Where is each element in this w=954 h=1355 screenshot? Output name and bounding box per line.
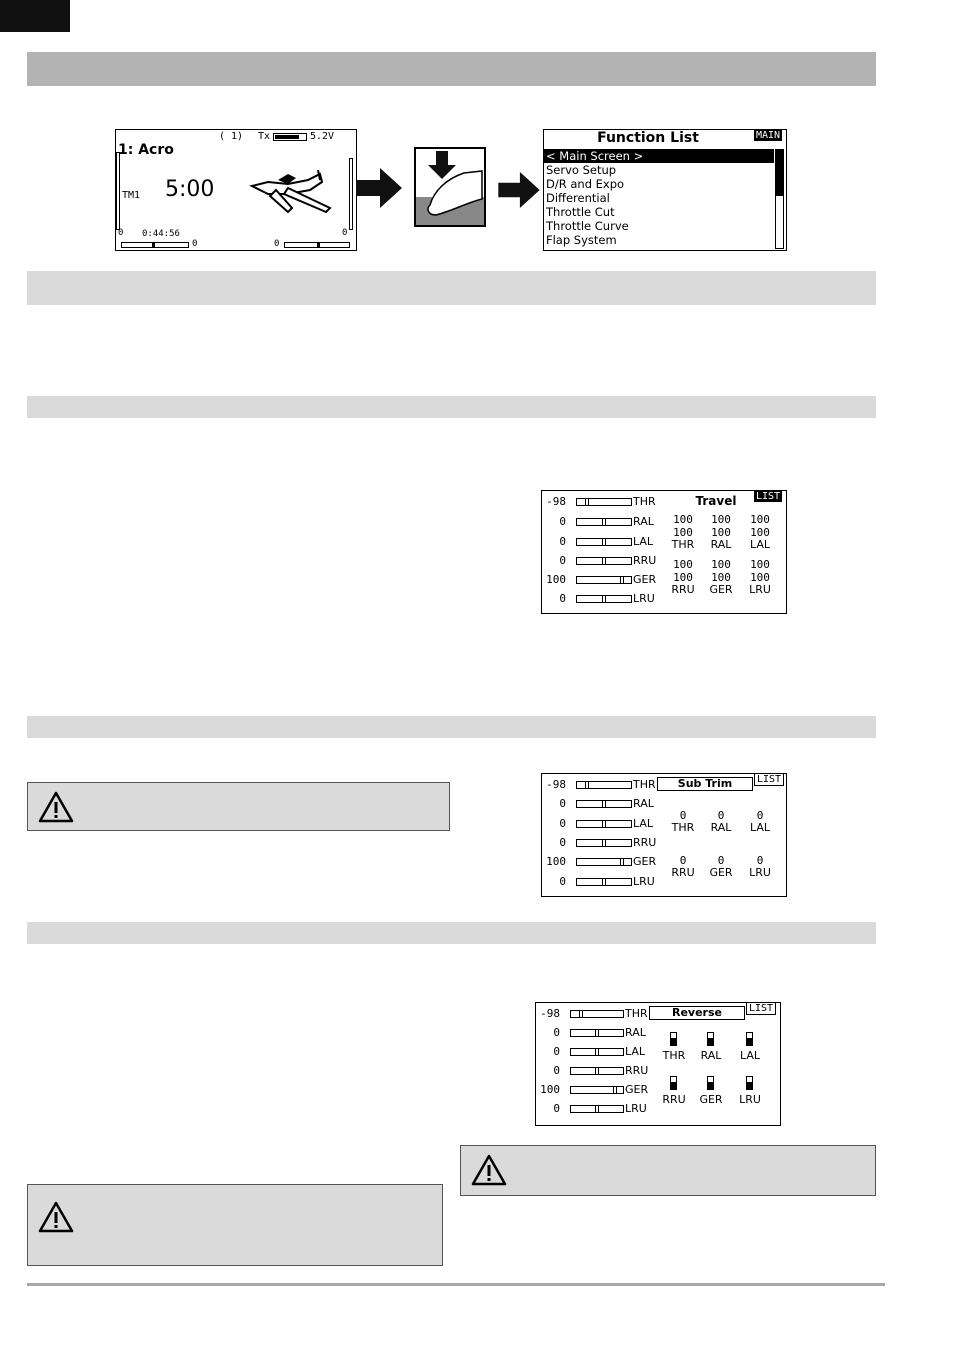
subtrim-channel-label: RAL — [710, 821, 732, 834]
reverse-switch-icon[interactable] — [746, 1032, 753, 1046]
status-paren: ( 1) — [219, 131, 244, 142]
channel-bar-thr — [576, 781, 632, 789]
page-corner-tab — [0, 0, 70, 32]
main-tag[interactable]: MAIN — [756, 130, 781, 141]
footer-divider — [27, 1283, 885, 1286]
subtrim-channel-label: GER — [709, 866, 733, 879]
right-trim-bar — [349, 158, 353, 230]
subtrim-value[interactable]: 0 — [756, 809, 764, 822]
travel-value[interactable]: 100 — [673, 526, 693, 539]
channel-bar-ger — [576, 858, 632, 866]
channel-value-lal: 0 — [553, 1045, 560, 1058]
channel-value-thr: -98 — [546, 495, 566, 508]
function-item-differential[interactable]: Differential — [546, 191, 610, 205]
list-tag[interactable]: LIST — [746, 1003, 776, 1015]
battery-icon — [273, 133, 307, 141]
section-bar-reverse — [27, 922, 876, 944]
subtrim-value[interactable]: 0 — [717, 854, 725, 867]
subtrim-channel-label: LRU — [749, 866, 771, 879]
channel-bar-lal — [576, 820, 632, 828]
channel-label-ger: GER — [633, 573, 657, 586]
travel-value[interactable]: 100 — [750, 558, 770, 571]
channel-bar-ral — [576, 518, 632, 526]
timer-label: TM1 — [122, 190, 141, 201]
subtrim-value[interactable]: 0 — [679, 809, 687, 822]
channel-label-lru: LRU — [625, 1102, 647, 1115]
channel-value-thr: -98 — [540, 1007, 560, 1020]
channel-label-ral: RAL — [633, 515, 654, 528]
scrollbar[interactable] — [775, 149, 784, 249]
scroll-wheel-press-illustration — [414, 147, 486, 227]
channel-label-ral: RAL — [625, 1026, 646, 1039]
channel-bar-lru — [576, 595, 632, 603]
channel-bar-rru — [570, 1067, 624, 1075]
channel-bar-thr — [576, 498, 632, 506]
voltage: 5.2V — [310, 131, 335, 142]
warning-icon — [38, 791, 74, 823]
function-item-flap-system[interactable]: Flap System — [546, 233, 617, 247]
reverse-caution-box-left — [27, 1184, 443, 1266]
function-list-lcd — [543, 129, 787, 251]
trim-left-value: 0 — [118, 228, 124, 238]
channel-label-thr: THR — [625, 1007, 648, 1020]
channel-value-ger: 100 — [546, 855, 566, 868]
channel-value-lru: 0 — [559, 592, 566, 605]
bottom-trim-left — [121, 242, 189, 248]
warning-icon — [38, 1201, 74, 1233]
travel-value[interactable]: 100 — [711, 526, 731, 539]
channel-value-rru: 0 — [559, 554, 566, 567]
function-item-main-screen[interactable]: < Main Screen > — [546, 149, 644, 163]
trim-right-value: 0 — [342, 228, 348, 238]
channel-label-thr: THR — [633, 495, 656, 508]
travel-value[interactable]: 100 — [750, 571, 770, 584]
function-item-servo-setup[interactable]: Servo Setup — [546, 163, 617, 177]
elapsed-time: 0:44:56 — [142, 229, 180, 239]
channel-value-ger: 100 — [540, 1083, 560, 1096]
channel-label-lal: LAL — [633, 535, 654, 548]
channel-value-lal: 0 — [559, 535, 566, 548]
travel-value[interactable]: 100 — [711, 513, 731, 526]
function-item-throttle-cut[interactable]: Throttle Cut — [546, 205, 615, 219]
channel-bar-lal — [570, 1048, 624, 1056]
channel-label-ral: RAL — [633, 797, 654, 810]
reverse-switch-icon[interactable] — [670, 1032, 677, 1046]
section-bar-travel — [27, 396, 876, 418]
channel-bar-ger — [570, 1086, 624, 1094]
timer-value: 5:00 — [165, 177, 215, 202]
function-item-dr-expo[interactable]: D/R and Expo — [546, 177, 625, 191]
channel-value-ral: 0 — [559, 797, 566, 810]
section-bar-subtrim — [27, 716, 876, 738]
subtrim-channel-label: LAL — [749, 821, 771, 834]
channel-bar-rru — [576, 557, 632, 565]
reverse-switch-icon[interactable] — [670, 1076, 677, 1090]
trim-marker-a: 0 — [192, 239, 198, 249]
reverse-lcd — [535, 1002, 781, 1126]
travel-channel-label: THR — [671, 538, 695, 551]
travel-channel-label: LAL — [749, 538, 771, 551]
travel-channel-label: GER — [709, 583, 733, 596]
channel-value-rru: 0 — [553, 1064, 560, 1077]
left-trim-bar — [116, 152, 120, 230]
channel-value-thr: -98 — [546, 778, 566, 791]
channel-bar-ger — [576, 576, 632, 584]
channel-label-ger: GER — [633, 855, 657, 868]
reverse-channel-label: LRU — [739, 1093, 761, 1106]
channel-value-lru: 0 — [553, 1102, 560, 1115]
channel-label-rru: RRU — [633, 836, 657, 849]
subtrim-value[interactable]: 0 — [717, 809, 725, 822]
reverse-switch-icon[interactable] — [707, 1032, 714, 1046]
channel-value-lru: 0 — [559, 875, 566, 888]
travel-value[interactable]: 100 — [673, 571, 693, 584]
travel-channel-label: LRU — [749, 583, 771, 596]
subtrim-title: Sub Trim — [657, 777, 753, 791]
main-screen-lcd — [115, 129, 357, 251]
travel-value[interactable]: 100 — [750, 526, 770, 539]
airplane-icon — [248, 168, 334, 218]
subtrim-value[interactable]: 0 — [756, 854, 764, 867]
section-bar-2 — [27, 271, 876, 305]
warning-icon — [471, 1154, 507, 1186]
function-item-throttle-curve[interactable]: Throttle Curve — [546, 219, 629, 233]
reverse-channel-label: LAL — [739, 1049, 761, 1062]
reverse-caution-box-right — [460, 1145, 876, 1196]
channel-value-ral: 0 — [553, 1026, 560, 1039]
channel-label-rru: RRU — [625, 1064, 649, 1077]
list-tag[interactable]: LIST — [754, 774, 784, 786]
channel-value-ral: 0 — [559, 515, 566, 528]
channel-label-lru: LRU — [633, 592, 655, 605]
travel-title: Travel — [695, 494, 737, 508]
channel-label-ger: GER — [625, 1083, 649, 1096]
reverse-switch-icon[interactable] — [707, 1076, 714, 1090]
reverse-channel-label: GER — [699, 1093, 723, 1106]
reverse-channel-label: RAL — [700, 1049, 722, 1062]
travel-channel-label: RRU — [671, 583, 695, 596]
channel-bar-ral — [576, 800, 632, 808]
channel-bar-ral — [570, 1029, 624, 1037]
travel-value[interactable]: 100 — [750, 513, 770, 526]
channel-bar-rru — [576, 839, 632, 847]
travel-value[interactable]: 100 — [711, 558, 731, 571]
reverse-switch-icon[interactable] — [746, 1076, 753, 1090]
subtrim-caution-box — [27, 782, 450, 831]
subtrim-channel-label: THR — [671, 821, 695, 834]
travel-value[interactable]: 100 — [673, 558, 693, 571]
section-bar-main — [27, 52, 876, 86]
reverse-channel-label: RRU — [662, 1093, 686, 1106]
press-hand-icon — [416, 149, 484, 225]
list-tag[interactable]: LIST — [756, 491, 781, 502]
trim-marker-b: 0 — [274, 239, 280, 249]
channel-value-rru: 0 — [559, 836, 566, 849]
scrollbar-thumb[interactable] — [776, 150, 783, 196]
reverse-title: Reverse — [649, 1006, 745, 1020]
travel-lcd — [541, 490, 787, 614]
channel-label-rru: RRU — [633, 554, 657, 567]
channel-bar-lal — [576, 538, 632, 546]
channel-bar-lru — [570, 1105, 624, 1113]
travel-channel-label: RAL — [710, 538, 732, 551]
channel-bar-thr — [570, 1010, 624, 1018]
travel-value[interactable]: 100 — [673, 513, 693, 526]
subtrim-value[interactable]: 0 — [679, 854, 687, 867]
model-name: 1: Acro — [118, 142, 174, 158]
function-list-title: Function List — [597, 130, 699, 146]
tx-label: Tx — [258, 131, 271, 142]
reverse-channel-label: THR — [662, 1049, 686, 1062]
channel-label-lal: LAL — [625, 1045, 646, 1058]
channel-label-lru: LRU — [633, 875, 655, 888]
bottom-trim-right — [284, 242, 350, 248]
channel-value-lal: 0 — [559, 817, 566, 830]
subtrim-channel-label: RRU — [671, 866, 695, 879]
travel-value[interactable]: 100 — [711, 571, 731, 584]
channel-label-thr: THR — [633, 778, 656, 791]
arrow-right-icon — [498, 172, 540, 208]
arrow-right-icon — [356, 168, 402, 208]
subtrim-lcd — [541, 773, 787, 897]
channel-value-ger: 100 — [546, 573, 566, 586]
channel-bar-lru — [576, 878, 632, 886]
channel-label-lal: LAL — [633, 817, 654, 830]
